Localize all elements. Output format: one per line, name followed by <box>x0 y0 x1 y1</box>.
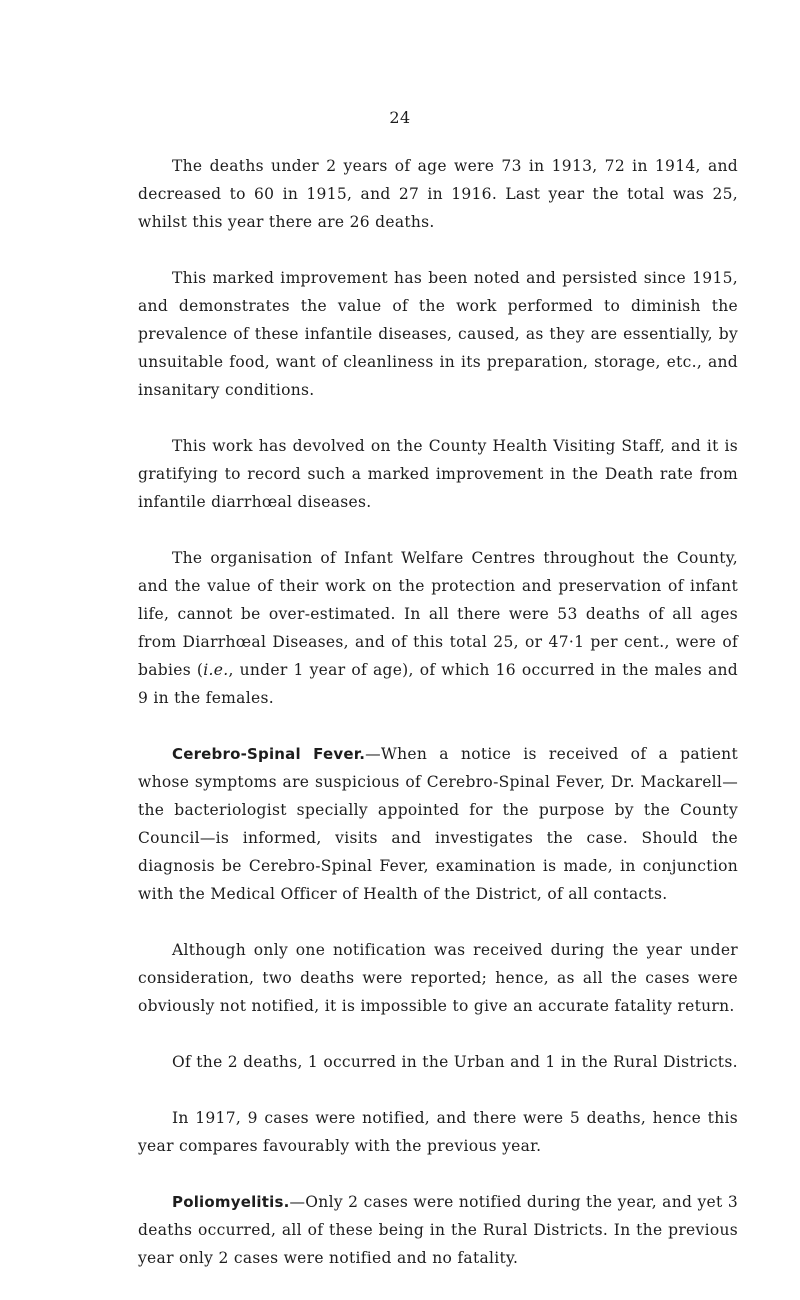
paragraph-infant-welfare-centres <box>138 544 738 712</box>
page-body <box>138 152 738 1300</box>
paragraph-cerebro-spinal-fever <box>138 740 738 908</box>
section-heading-cerebro-spinal-fever: Cerebro-Spinal Fever. <box>172 745 366 763</box>
section-heading-poliomyelitis: Poliomyelitis. <box>172 1193 290 1211</box>
paragraph-one-notification: Although only one notification was received during the year under consideration, two deaths were reported; hence, as all the cases were obviously not notified, it is impossible to give an accurate fatality return. <box>138 941 738 1015</box>
paragraph-text: The organisation of Infant Welfare Centres throughout the County, and the value of their work on the protection and preservation of infant life, cannot be over-estimated. In all there were 53 deaths of all ages from Diarrhœal Diseases, and of this total 25, or 47·1 per cent., were of babies ( <box>138 549 738 679</box>
paragraph-text: , under 1 year of age), of which 16 occurred in the males and 9 in the females. <box>138 661 738 707</box>
italic-abbreviation: i.e. <box>203 661 229 679</box>
paragraph-health-visiting-staff: This work has devolved on the County Health Visiting Staff, and it is gratifying to record such a marked improvement in the Death rate from infantile diarrhœal diseases. <box>138 437 738 511</box>
paragraph-poliomyelitis <box>138 1188 738 1272</box>
paragraph-marked-improvement: This marked improvement has been noted and persisted since 1915, and demonstrates the value of the work performed to diminish the prevalence of these infantile diseases, caused, as they are essentially, by unsuitable food, want of cleanliness in its preparation, storage, etc., and insanitary conditions. <box>138 269 738 399</box>
paragraph-urban-rural-deaths: Of the 2 deaths, 1 occurred in the Urban and 1 in the Rural Districts. <box>172 1053 738 1071</box>
page-number: 24 <box>389 108 411 127</box>
paragraph-1917-comparison: In 1917, 9 cases were notified, and there were 5 deaths, hence this year compares favourably with the previous year. <box>138 1109 738 1155</box>
paragraph-deaths-under-two: The deaths under 2 years of age were 73 in 1913, 72 in 1914, and decreased to 60 in 1915, and 27 in 1916. Last year the total was 25, whilst this year there are 26 deaths. <box>138 157 738 231</box>
paragraph-text: —When a notice is received of a patient whose symptoms are suspicious of Cerebro-Spinal Fever, Dr. Mackarell—the bacteriologist specially appointed for the purpose by the County Council—is informed, visits and investigates the case. Should the diagnosis be Cerebro-Spinal Fever, examination is made, in conjunction with the Medical Officer of Health of the District, of all contacts. <box>138 745 738 903</box>
paragraph-text: —Only 2 cases were notified during the year, and yet 3 deaths occurred, all of these being in the Rural Districts. In the previous year only 2 cases were notified and no fatality. <box>138 1193 738 1267</box>
